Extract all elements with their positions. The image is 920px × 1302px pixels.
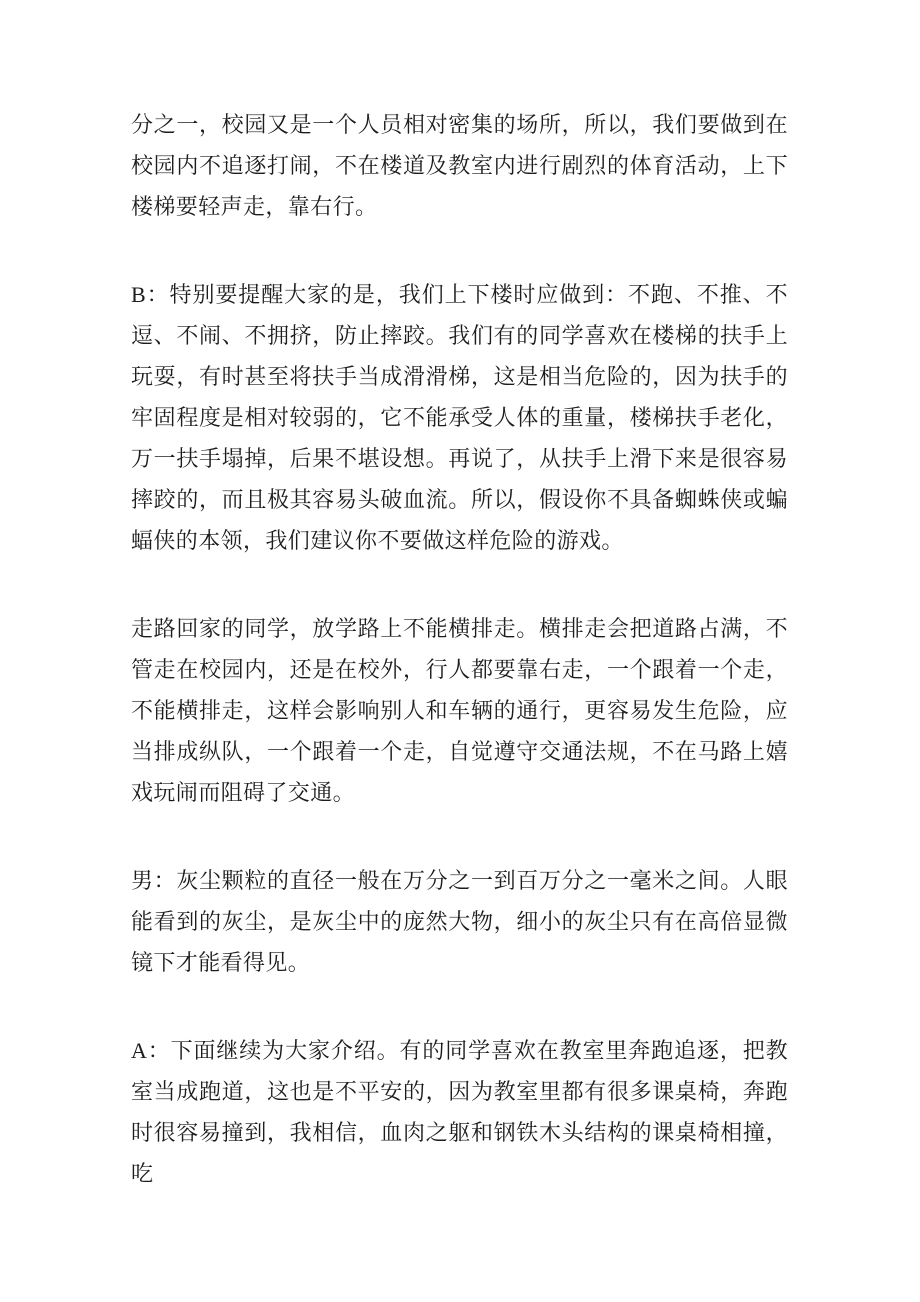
- paragraph-walking-home-rules: 走路回家的同学，放学路上不能横排走。横排走会把道路占满，不管走在校园内，还是在校外，行人都要靠右走，一个跟着一个走，不能横排走，这样会影响别人和车辆的通行，更容易发生危险，应当排成纵队，一个跟着一个走，自觉遵守交通法规，不在马路上嬉戏玩闹而阻碍了交通。: [131, 616, 788, 805]
- paragraph-speaker-b-stairs-handrail: B：特别要提醒大家的是，我们上下楼时应做到：不跑、不推、不逗、不闹、不拥挤，防止摔跤。我们有的同学喜欢在楼梯的扶手上玩耍，有时甚至将扶手当成滑滑梯，这是相当危险的，因为扶手的牢固程度是相对较弱的，它不能承受人体的重量，楼梯扶手老化，万一扶手塌掉，后果不堪设想。再说了，从扶手上滑下来是很容易摔跤的，而且极其容易头破血流。所以，假设你不具备蜘蛛侠或蝙蝠侠的本领，我们建议你不要做这样危险的游戏。: [131, 282, 788, 553]
- paragraph-campus-density: 分之一，校园又是一个人员相对密集的场所，所以，我们要做到在校园内不追逐打闹，不在楼道及教室内进行剧烈的体育活动，上下楼梯要轻声走，靠右行。: [131, 112, 788, 219]
- paragraph-speaker-a-classroom-running: A：下面继续为大家介绍。有的同学喜欢在教室里奔跑追逐，把教室当成跑道，这也是不平安的，因为教室里都有很多课桌椅，奔跑时很容易撞到，我相信，血肉之躯和钢铁木头结构的课桌椅相撞，吃: [131, 1038, 788, 1186]
- paragraph-speaker-male-dust-particles: 男：灰尘颗粒的直径一般在万分之一到百万分之一毫米之间。人眼能看到的灰尘，是灰尘中的庞然大物，细小的灰尘只有在高倍显微镜下才能看得见。: [131, 868, 788, 975]
